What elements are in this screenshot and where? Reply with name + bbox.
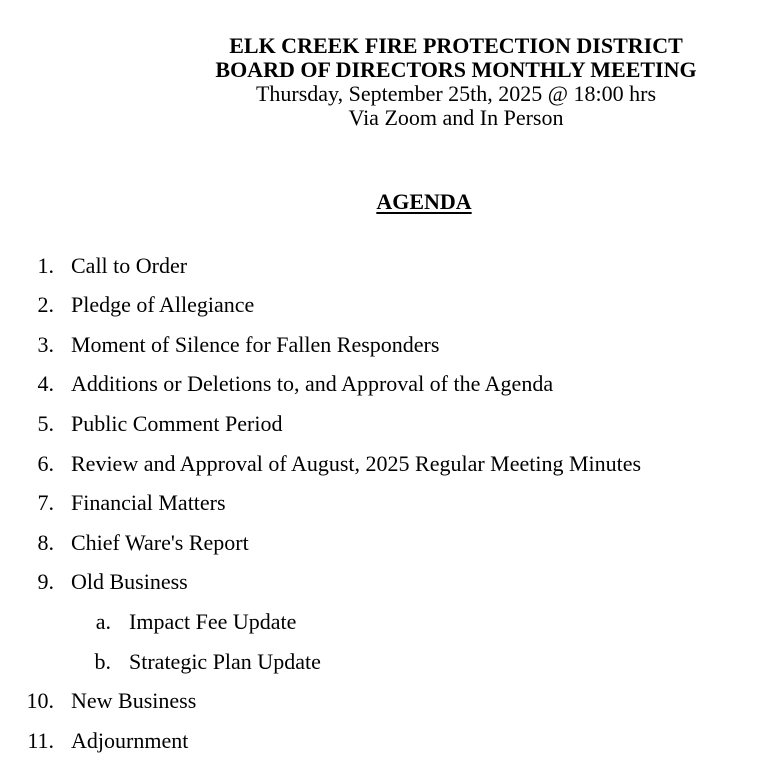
agenda-item-text: Moment of Silence for Fallen Responders xyxy=(71,332,440,357)
agenda-item-number: 5. xyxy=(37,411,54,436)
agenda-item-number: 7. xyxy=(37,490,54,515)
agenda-subitem-text: Strategic Plan Update xyxy=(129,649,321,674)
agenda-item xyxy=(0,528,774,558)
agenda-item-text: Additions or Deletions to, and Approval of the Agenda xyxy=(71,371,554,396)
agenda-item-text: Pledge of Allegiance xyxy=(71,292,255,317)
agenda-item-number: 4. xyxy=(37,371,54,396)
meeting-location: Via Zoom and In Person xyxy=(348,105,564,130)
agenda-item-text: Old Business xyxy=(71,569,188,594)
agenda-item-text: Public Comment Period xyxy=(71,411,283,436)
agenda-subitem xyxy=(0,647,774,677)
meeting-date-time: Thursday, September 25th, 2025 @ 18:00 hrs xyxy=(255,81,657,106)
district-name: ELK CREEK FIRE PROTECTION DISTRICT xyxy=(229,33,683,58)
agenda-item xyxy=(0,488,774,518)
agenda-item-number: 1. xyxy=(37,253,54,278)
agenda-item-number: 3. xyxy=(37,332,54,357)
agenda-item-text: Call to Order xyxy=(71,253,188,278)
agenda-heading-text: AGENDA xyxy=(376,189,472,214)
agenda-item-number: 9. xyxy=(37,569,54,594)
agenda-item-text: Chief Ware's Report xyxy=(71,530,249,555)
agenda-item xyxy=(0,567,774,597)
agenda-item-number: 2. xyxy=(37,292,54,317)
agenda-item xyxy=(0,409,774,439)
agenda-item xyxy=(0,251,774,281)
agenda-subitem-text: Impact Fee Update xyxy=(129,609,297,634)
agenda-item xyxy=(0,290,774,320)
agenda-item-text: Financial Matters xyxy=(71,490,226,515)
agenda-item-text: Adjournment xyxy=(71,728,189,753)
agenda-subitem-letter: b. xyxy=(94,649,111,674)
agenda-item xyxy=(0,330,774,360)
agenda-item-text: New Business xyxy=(71,688,197,713)
agenda-item-number: 10. xyxy=(26,688,54,713)
agenda-item xyxy=(0,369,774,399)
agenda-item xyxy=(0,726,774,756)
agenda-subitem-letter: a. xyxy=(95,609,111,634)
agenda-item-number: 6. xyxy=(37,451,54,476)
agenda-item xyxy=(0,686,774,716)
agenda-item xyxy=(0,449,774,479)
agenda-item-text: Review and Approval of August, 2025 Regular Meeting Minutes xyxy=(71,451,642,476)
agenda-subitem xyxy=(0,607,774,637)
agenda-item-number: 11. xyxy=(27,728,54,753)
meeting-title: BOARD OF DIRECTORS MONTHLY MEETING xyxy=(215,57,697,82)
agenda-item-number: 8. xyxy=(37,530,54,555)
